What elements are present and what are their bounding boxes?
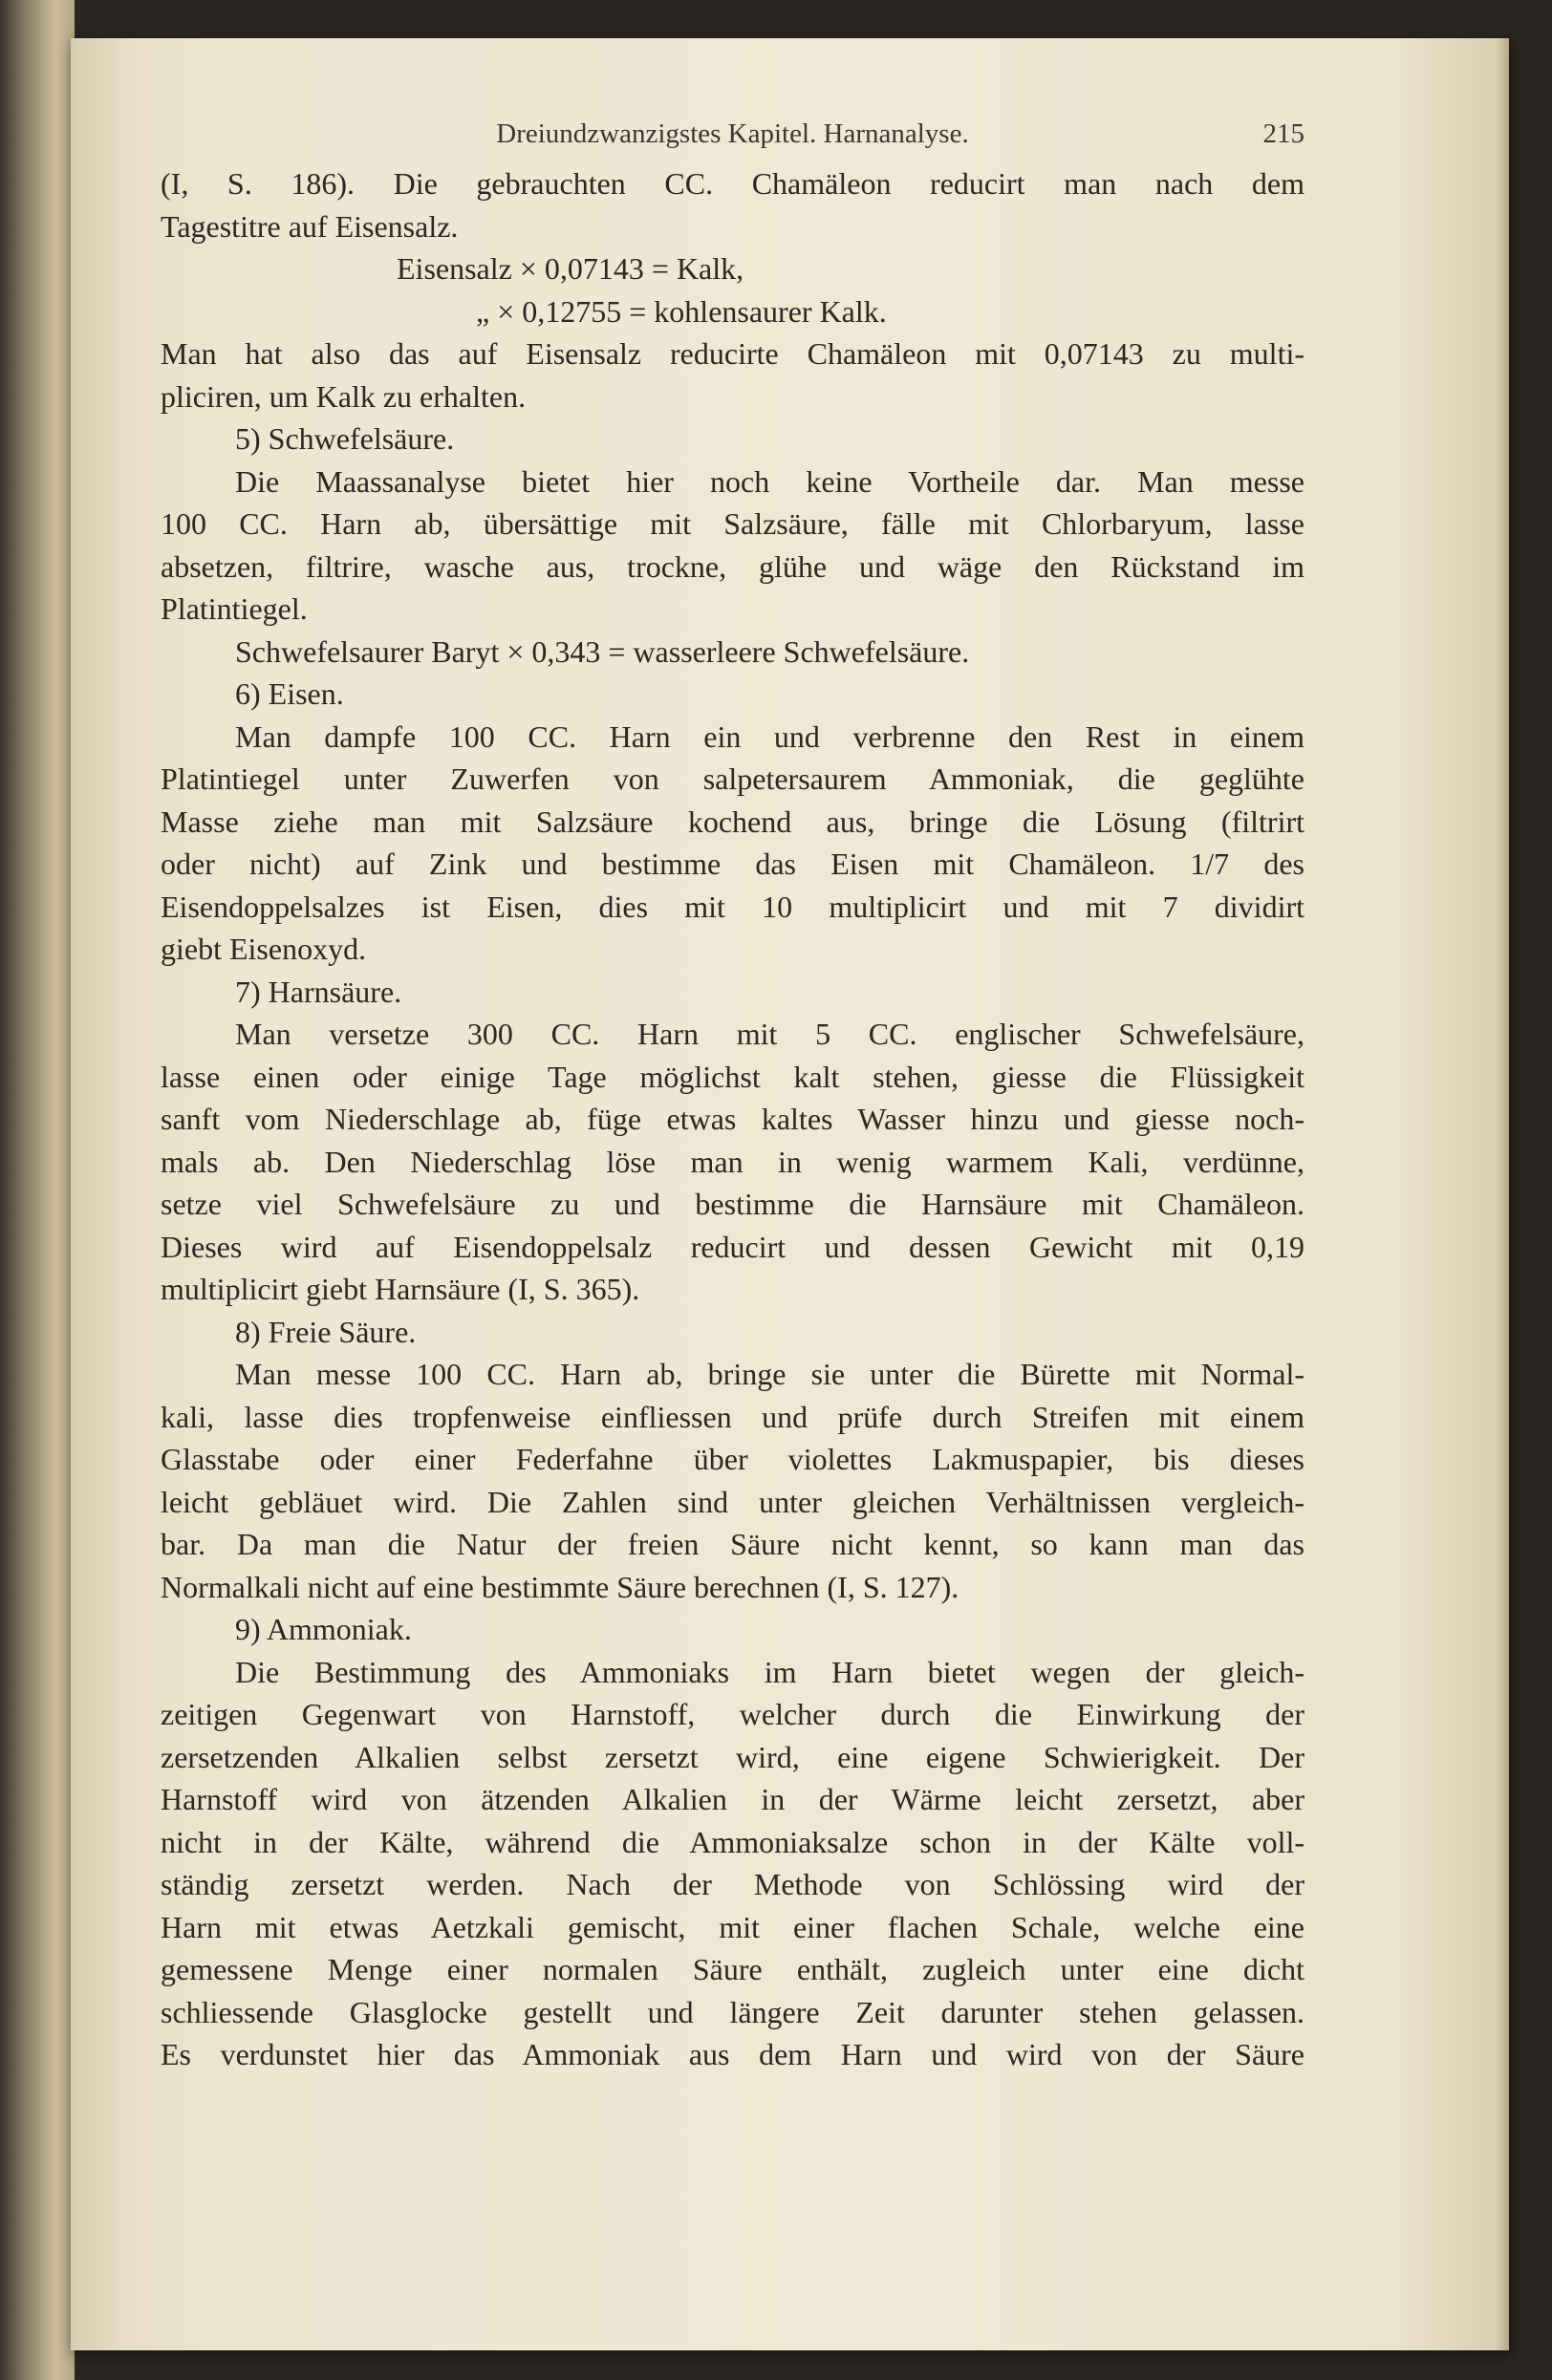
text-line: Es verdunstet hier das Ammoniak aus dem Harn und wird von der Säure [161, 2037, 1304, 2071]
body-text [161, 162, 1304, 2076]
text-line: multiplicirt giebt Harnsäure (I, S. 365). [161, 1272, 640, 1306]
text-line: setze viel Schwefelsäure zu und bestimme die Harnsäure mit Chamäleon. [161, 1187, 1304, 1221]
formula-line: Schwefelsaurer Baryt × 0,343 = wasserleere Schwefelsäure. [235, 633, 970, 669]
page-content [161, 118, 1304, 2076]
text-line: lasse einen oder einige Tage möglichst kalt stehen, giesse die Flüssigkeit [161, 1059, 1304, 1094]
page-number: 215 [1262, 118, 1304, 149]
text-line: oder nicht) auf Zink und bestimme das Eisen mit Chamäleon. 1/7 des [161, 847, 1304, 881]
section-heading: 9) Ammoniak. [235, 1612, 412, 1646]
text-line: Man hat also das auf Eisensalz reducirte Chamäleon mit 0,07143 zu multi- [161, 336, 1304, 371]
formula-line: Eisensalz × 0,07143 = Kalk, [397, 251, 744, 286]
section-heading: 7) Harnsäure. [235, 974, 402, 1009]
text-line: Harn mit etwas Aetzkali gemischt, mit einer flachen Schale, welche eine [161, 1909, 1304, 1944]
text-line: nicht in der Kälte, während die Ammoniaksalze schon in der Kälte voll- [161, 1824, 1304, 1859]
text-line: Die Bestimmung des Ammoniaks im Harn bietet wegen der gleich- [235, 1654, 1304, 1689]
text-line: Platintiegel. [161, 591, 308, 626]
text-line: bar. Da man die Natur der freien Säure nicht kennt, so kann man das [161, 1527, 1304, 1561]
text-line: Dieses wird auf Eisendoppelsalz reducirt und dessen Gewicht mit 0,19 [161, 1229, 1304, 1264]
text-line: schliessende Glasglocke gestellt und längere Zeit darunter stehen gelassen. [161, 1994, 1304, 2029]
running-header [161, 118, 1304, 162]
section-heading: 8) Freie Säure. [235, 1314, 417, 1349]
text-line: Man versetze 300 CC. Harn mit 5 CC. englischer Schwefelsäure, [235, 1017, 1304, 1051]
text-line: leicht gebläuet wird. Die Zahlen sind unter gleichen Verhältnissen vergleich- [161, 1484, 1304, 1519]
text-line: Normalkali nicht auf eine bestimmte Säure berechnen (I, S. 127). [161, 1569, 959, 1604]
running-title: Dreiundzwanzigstes Kapitel. Harnanalyse. [496, 118, 969, 149]
text-line: pliciren, um Kalk zu erhalten. [161, 378, 527, 414]
text-line: Platintiegel unter Zuwerfen von salpetersaurem Ammoniak, die geglühte [161, 761, 1304, 796]
text-line: Man dampfe 100 CC. Harn ein und verbrenne den Rest in einem [235, 718, 1304, 754]
text-line: Tagestitre auf Eisensalz. [161, 208, 459, 244]
text-line: Masse ziehe man mit Salzsäure kochend aus, bringe die Lösung (filtrirt [161, 804, 1304, 839]
section-heading: 6) Eisen. [235, 676, 344, 711]
text-line: (I, S. 186). Die gebrauchten CC. Chamäleon reducirt man nach dem [161, 166, 1304, 201]
text-line: absetzen, filtrire, wasche aus, trockne, glühe und wäge den Rückstand im [161, 548, 1304, 584]
text-line: Glasstabe oder einer Federfahne über violettes Lakmuspapier, bis dieses [161, 1442, 1304, 1476]
section-heading: 5) Schwefelsäure. [235, 421, 455, 456]
text-line: sanft vom Niederschlage ab, füge etwas kaltes Wasser hinzu und giesse noch- [161, 1102, 1304, 1136]
text-line: ständig zersetzt werden. Nach der Methode von Schlössing wird der [161, 1867, 1304, 1901]
text-line: 100 CC. Harn ab, übersättige mit Salzsäure, fälle mit Chlorbaryum, lasse [161, 506, 1304, 541]
page-edge-shadow [1496, 38, 1509, 2350]
formula-line: „ × 0,12755 = kohlensaurer Kalk. [476, 293, 887, 329]
facing-page-edge [0, 0, 75, 2380]
text-line: gemessene Menge einer normalen Säure enthält, zugleich unter eine dicht [161, 1952, 1304, 1986]
text-line: Eisendoppelsalzes ist Eisen, dies mit 10 multiplicirt und mit 7 dividirt [161, 889, 1304, 924]
text-line: Man messe 100 CC. Harn ab, bringe sie unter die Bürette mit Normal- [235, 1357, 1304, 1391]
text-line: mals ab. Den Niederschlag löse man in wenig warmem Kali, verdünne, [161, 1144, 1304, 1179]
text-line: zersetzenden Alkalien selbst zersetzt wird, eine eigene Schwierigkeit. Der [161, 1739, 1304, 1774]
text-line: kali, lasse dies tropfenweise einfliessen und prüfe durch Streifen mit einem [161, 1399, 1304, 1434]
book-page [71, 38, 1509, 2350]
text-line: Die Maassanalyse bietet hier noch keine Vortheile dar. Man messe [235, 463, 1304, 499]
text-line: giebt Eisenoxyd. [161, 932, 367, 966]
text-line: Harnstoff wird von ätzenden Alkalien in der Wärme leicht zersetzt, aber [161, 1782, 1304, 1816]
text-line: zeitigen Gegenwart von Harnstoff, welcher durch die Einwirkung der [161, 1697, 1304, 1731]
